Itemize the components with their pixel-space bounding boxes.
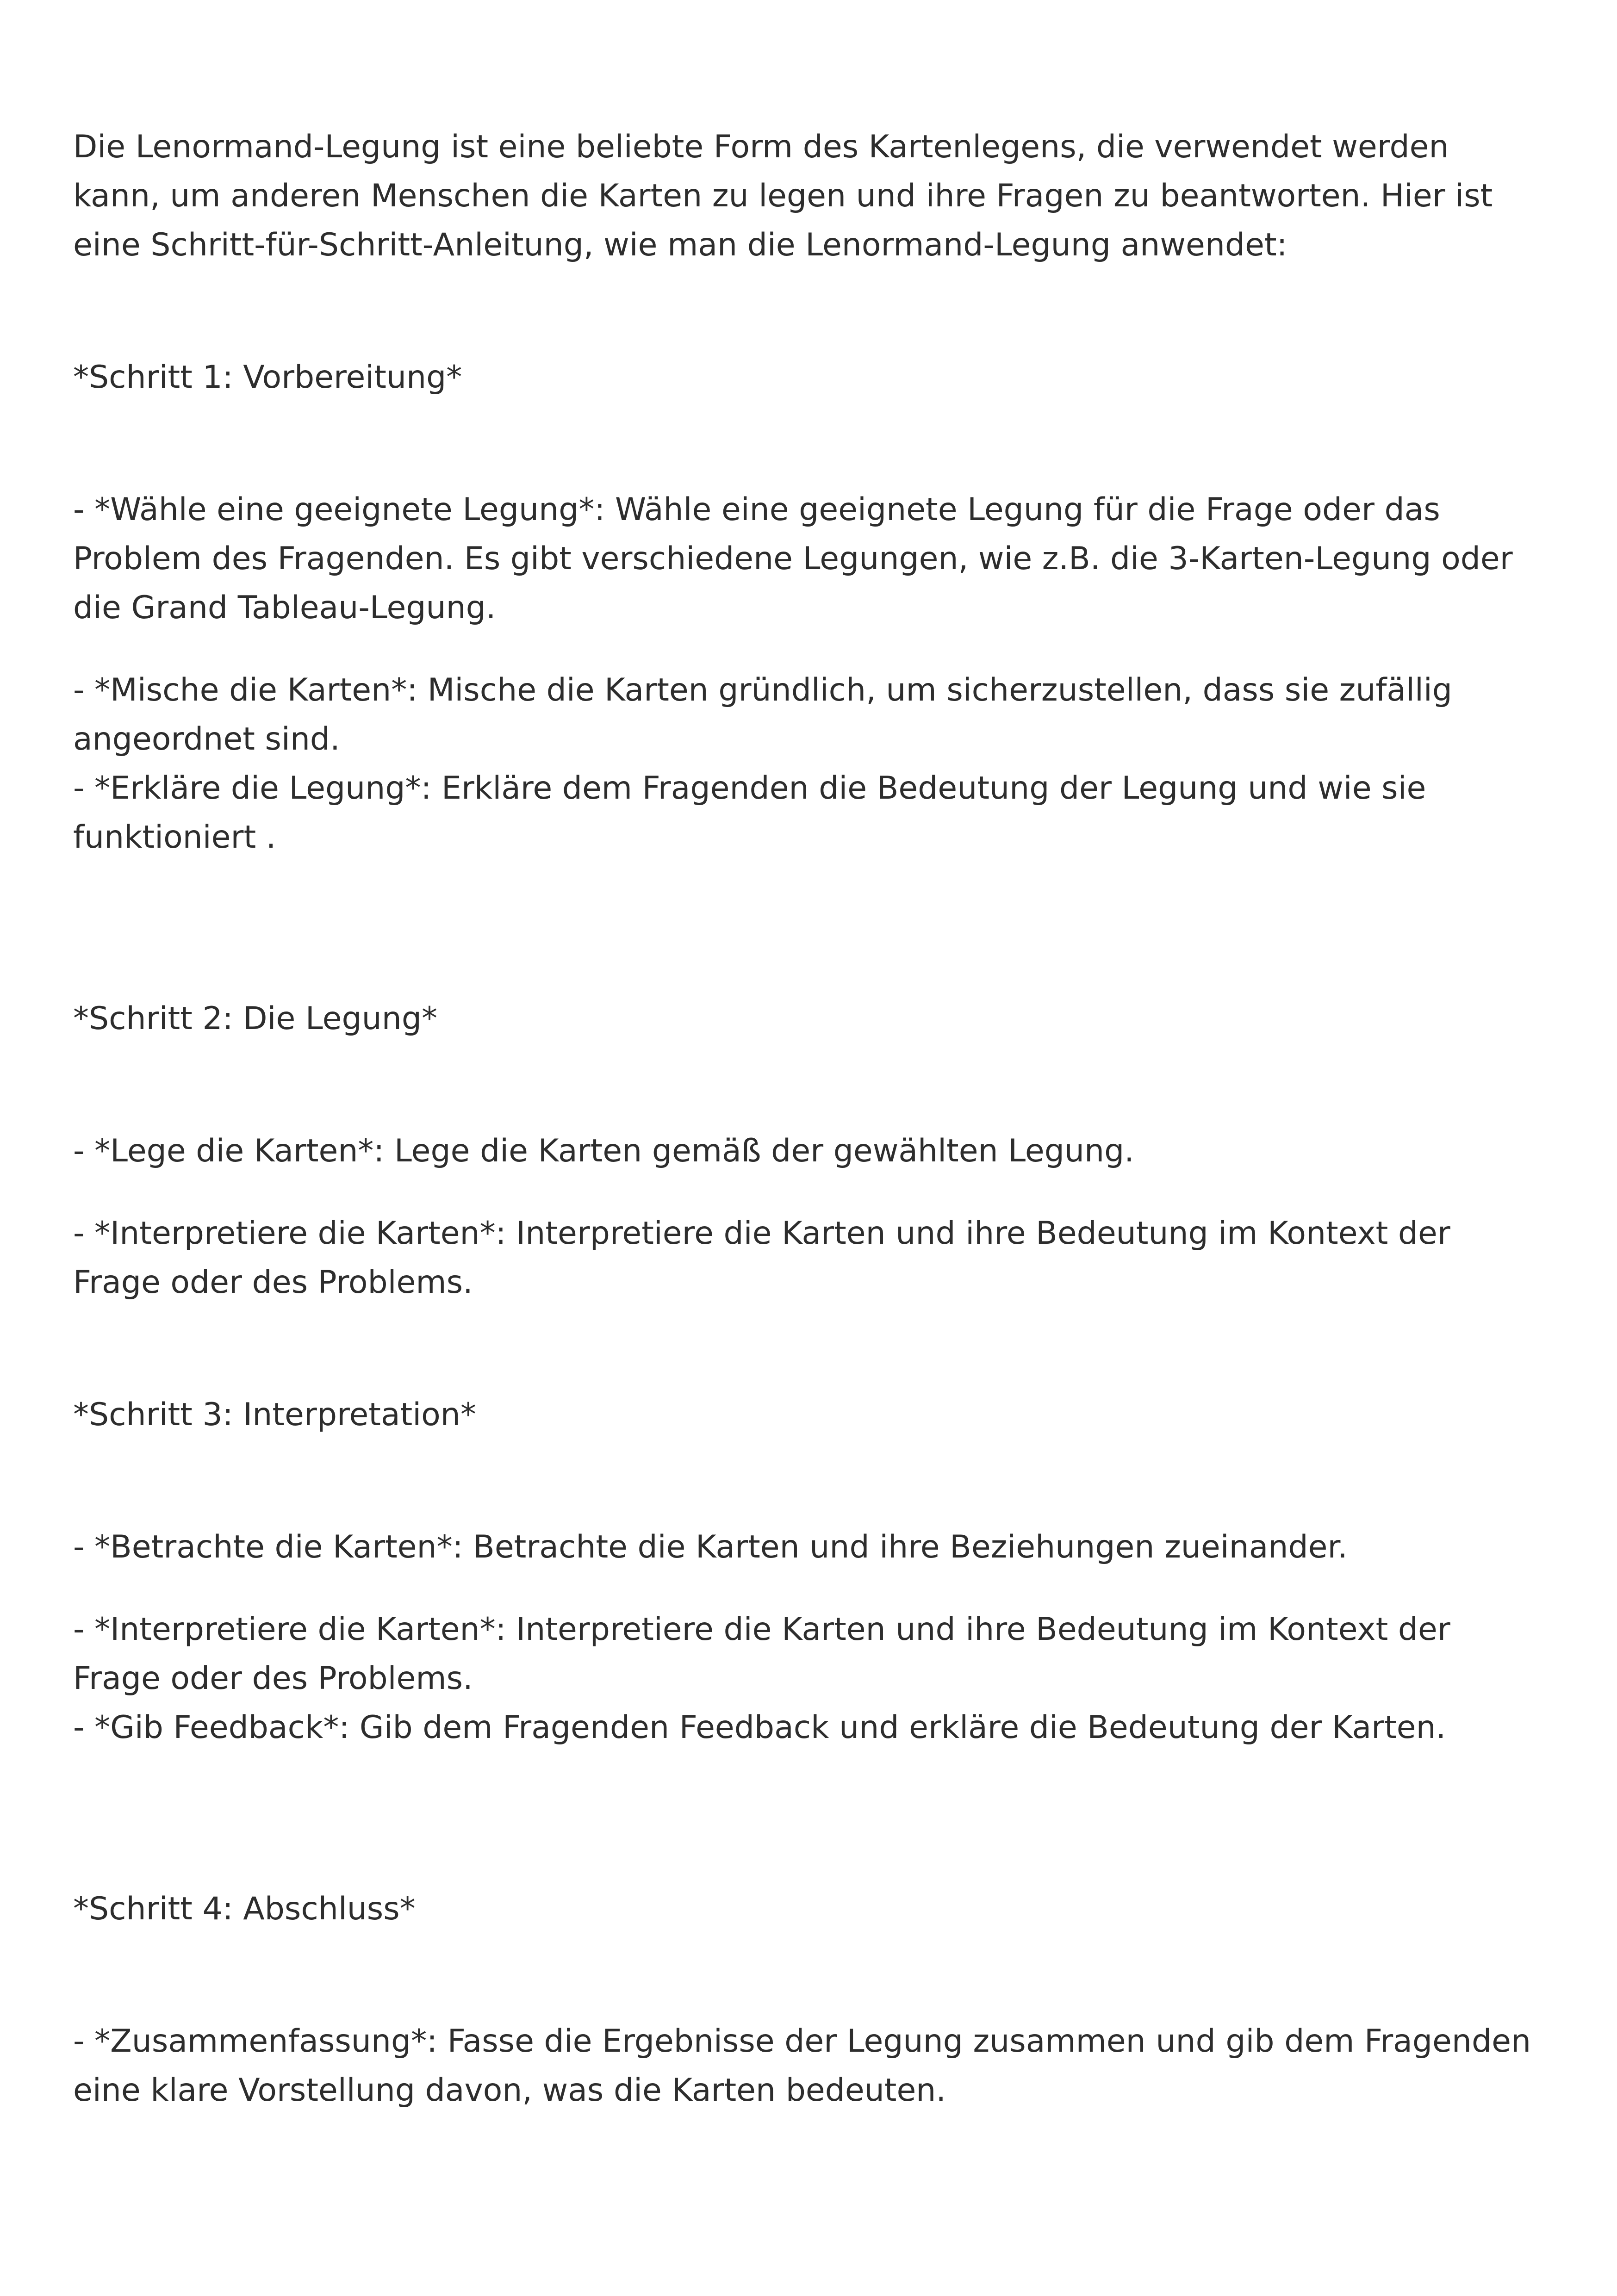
step1-bullet-explain: - *Erkläre die Legung*: Erkläre dem Fragenden die Bedeutung der Legung und wie sie funktioniert . (73, 770, 1426, 856)
step2-heading: *Schritt 2: Die Legung* (73, 1000, 437, 1037)
step3-bullet-interpret: - *Interpretiere die Karten*: Interpretiere die Karten und ihre Bedeutung im Kontext der Frage oder des Problems. (73, 1611, 1450, 1697)
step3-bullet-feedback: - *Gib Feedback*: Gib dem Fragenden Feedback und erkläre die Bedeutung der Karten. (73, 1709, 1446, 1746)
step2-bullet-lay-cards: - *Lege die Karten*: Lege die Karten gemäß der gewählten Legung. (73, 1133, 1134, 1169)
step1-bullet-choose-spread: - *Wähle eine geeignete Legung*: Wähle eine geeignete Legung für die Frage oder das Problem des Fragenden. Es gibt verschiedene Legungen, wie z.B. die 3-Karten-Legung oder die Grand Tableau-Legung. (73, 491, 1513, 626)
step2-bullet-interpret: - *Interpretiere die Karten*: Interpretiere die Karten und ihre Bedeutung im Kontext der Frage oder des Problems. (73, 1215, 1450, 1301)
step4-heading: *Schritt 4: Abschluss* (73, 1891, 416, 1927)
document-body (73, 123, 1545, 2115)
intro-paragraph: Die Lenormand-Legung ist eine beliebte Form des Kartenlegens, die verwendet werden kann, um anderen Menschen die Karten zu legen und ihre Fragen zu beantworten. Hier ist eine Schritt-für-Schritt-Anleitung, wie man die Lenormand-Legung anwendet: (73, 129, 1493, 263)
step3-heading: *Schritt 3: Interpretation* (73, 1396, 476, 1433)
step4-bullet-summary: - *Zusammenfassung*: Fasse die Ergebnisse der Legung zusammen und gib dem Fragenden eine klare Vorstellung davon, was die Karten bedeuten. (73, 2023, 1531, 2109)
step1-heading: *Schritt 1: Vorbereitung* (73, 359, 462, 396)
step3-bullet-observe: - *Betrachte die Karten*: Betrachte die Karten und ihre Beziehungen zueinander. (73, 1529, 1348, 1565)
step1-bullet-shuffle: - *Mische die Karten*: Mische die Karten gründlich, um sicherzustellen, dass sie zufällig angeordnet sind. (73, 672, 1452, 757)
